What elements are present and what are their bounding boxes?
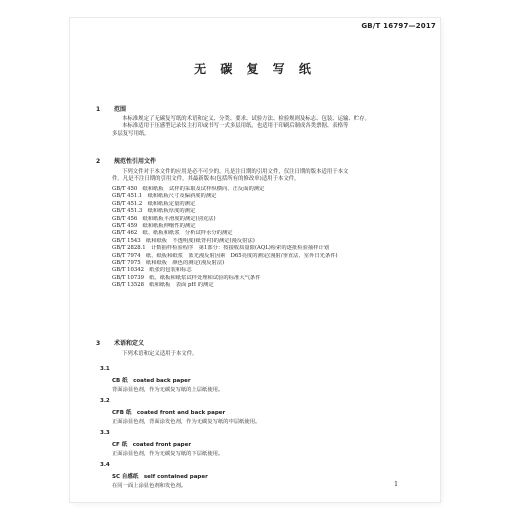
terms-intro: 下列术语和定义适用于本文件。	[122, 351, 198, 357]
reference-item: GB/T 7975 纸和纸板 颜色的测定(漫反射法)	[112, 260, 225, 267]
reference-item: GB/T 1543 纸和纸板 不透明度(纸背衬)的测定(漫反射法)	[112, 237, 255, 244]
reference-item: GB/T 451.2 纸和纸板定量的测定	[112, 200, 196, 207]
document-title: 无 碳 复 写 纸	[194, 62, 316, 76]
scope-line: 本标准适用于压感型记录仪主打印或书写一式多层用纸，也适用于印刷后制成各类票据、表格等	[122, 123, 349, 130]
scope-paragraph	[112, 116, 412, 138]
reference-item: GB/T 450 纸和纸板 试样的采取及试样纵横向、正反面的测定	[112, 186, 265, 192]
reference-item: GB/T 456 纸和纸板平滑度的测定(别克法)	[112, 215, 216, 222]
term-number: 3.4	[100, 462, 110, 468]
term-definition: 正面涂显色剂，作为无碳复写纸的下层纸使用。	[112, 451, 224, 457]
reference-item: GB/T 459 纸和纸板伸缩性的测定	[112, 223, 196, 230]
normative-intro	[112, 169, 412, 184]
normative-intro-line: 件。凡是不注日期的引用文件，其最新版本(包括所有的修改单)适用于本文件。	[112, 176, 300, 183]
reference-item: GB/T 13528 纸和纸板 表面 pH 的测定	[112, 282, 214, 289]
term-number: 3.2	[100, 398, 110, 404]
normative-intro-line: 下列文件对于本文件的应用是必不可少的。凡是注日期的引用文件，仅注日期的版本适用于本文	[122, 169, 349, 175]
term-name: CFB 纸 coated front and back paper	[112, 410, 226, 416]
section-number: 2	[96, 158, 101, 165]
standard-code: GB/T 16797—2017	[361, 22, 436, 30]
section-heading-normative	[96, 156, 156, 165]
section-heading-terms	[96, 338, 144, 347]
term-definition: 背面涂显色剂，作为无碳复写纸的上层纸使用。	[112, 387, 224, 393]
section-title: 术语和定义	[114, 340, 145, 347]
section-heading-scope	[96, 104, 126, 113]
term-number: 3.1	[100, 366, 110, 372]
reference-item: GB/T 10342 纸张的包装和标志	[112, 267, 192, 274]
term-definition: 在同一面上涂显色剂和发色剂。	[112, 483, 187, 489]
scope-line: 多层复写用纸。	[112, 130, 150, 137]
section-title: 范围	[114, 106, 127, 113]
scope-line: 本标准规定了无碳复写纸的术语和定义、分类、要求、试验方法、检验规则及标志、包装、运输、贮存。	[122, 116, 370, 122]
term-name: CB 纸 coated back paper	[112, 378, 191, 384]
term-definition: 正面涂显色剂，背面涂发色剂，作为无碳复写纸的中层纸使用。	[112, 419, 261, 425]
section-number: 3	[96, 340, 101, 347]
term-name: CF 纸 coated front paper	[112, 442, 192, 448]
reference-item: GB/T 451.3 纸和纸板厚度的测定	[112, 208, 196, 215]
section-title: 规范性引用文件	[114, 158, 157, 165]
page-number: 1	[394, 481, 398, 488]
reference-item: GB/T 10739 纸、纸板和纸浆试样处理和试验的标准大气条件	[112, 274, 261, 281]
reference-item: GB/T 7974 纸、纸板和纸浆 蓝光漫反射因素 D65亮度的测定(漫射/垂直法，室外日光条件)	[112, 252, 338, 259]
reference-item: GB/T 2828.1 计数抽样检验程序 第1部分：按接收质量限(AQL)检索的逐批检验抽样计划	[112, 245, 330, 252]
document-page	[70, 18, 440, 502]
reference-item: GB/T 462 纸、纸板和纸浆 分析试样水分的测定	[112, 230, 233, 237]
term-number: 3.3	[100, 430, 110, 436]
term-name: SC 自感纸 self contained paper	[112, 474, 208, 480]
reference-item: GB/T 451.1 纸和纸板尺寸及偏斜度的测定	[112, 193, 217, 200]
section-number: 1	[96, 106, 101, 113]
reference-list	[112, 186, 412, 290]
